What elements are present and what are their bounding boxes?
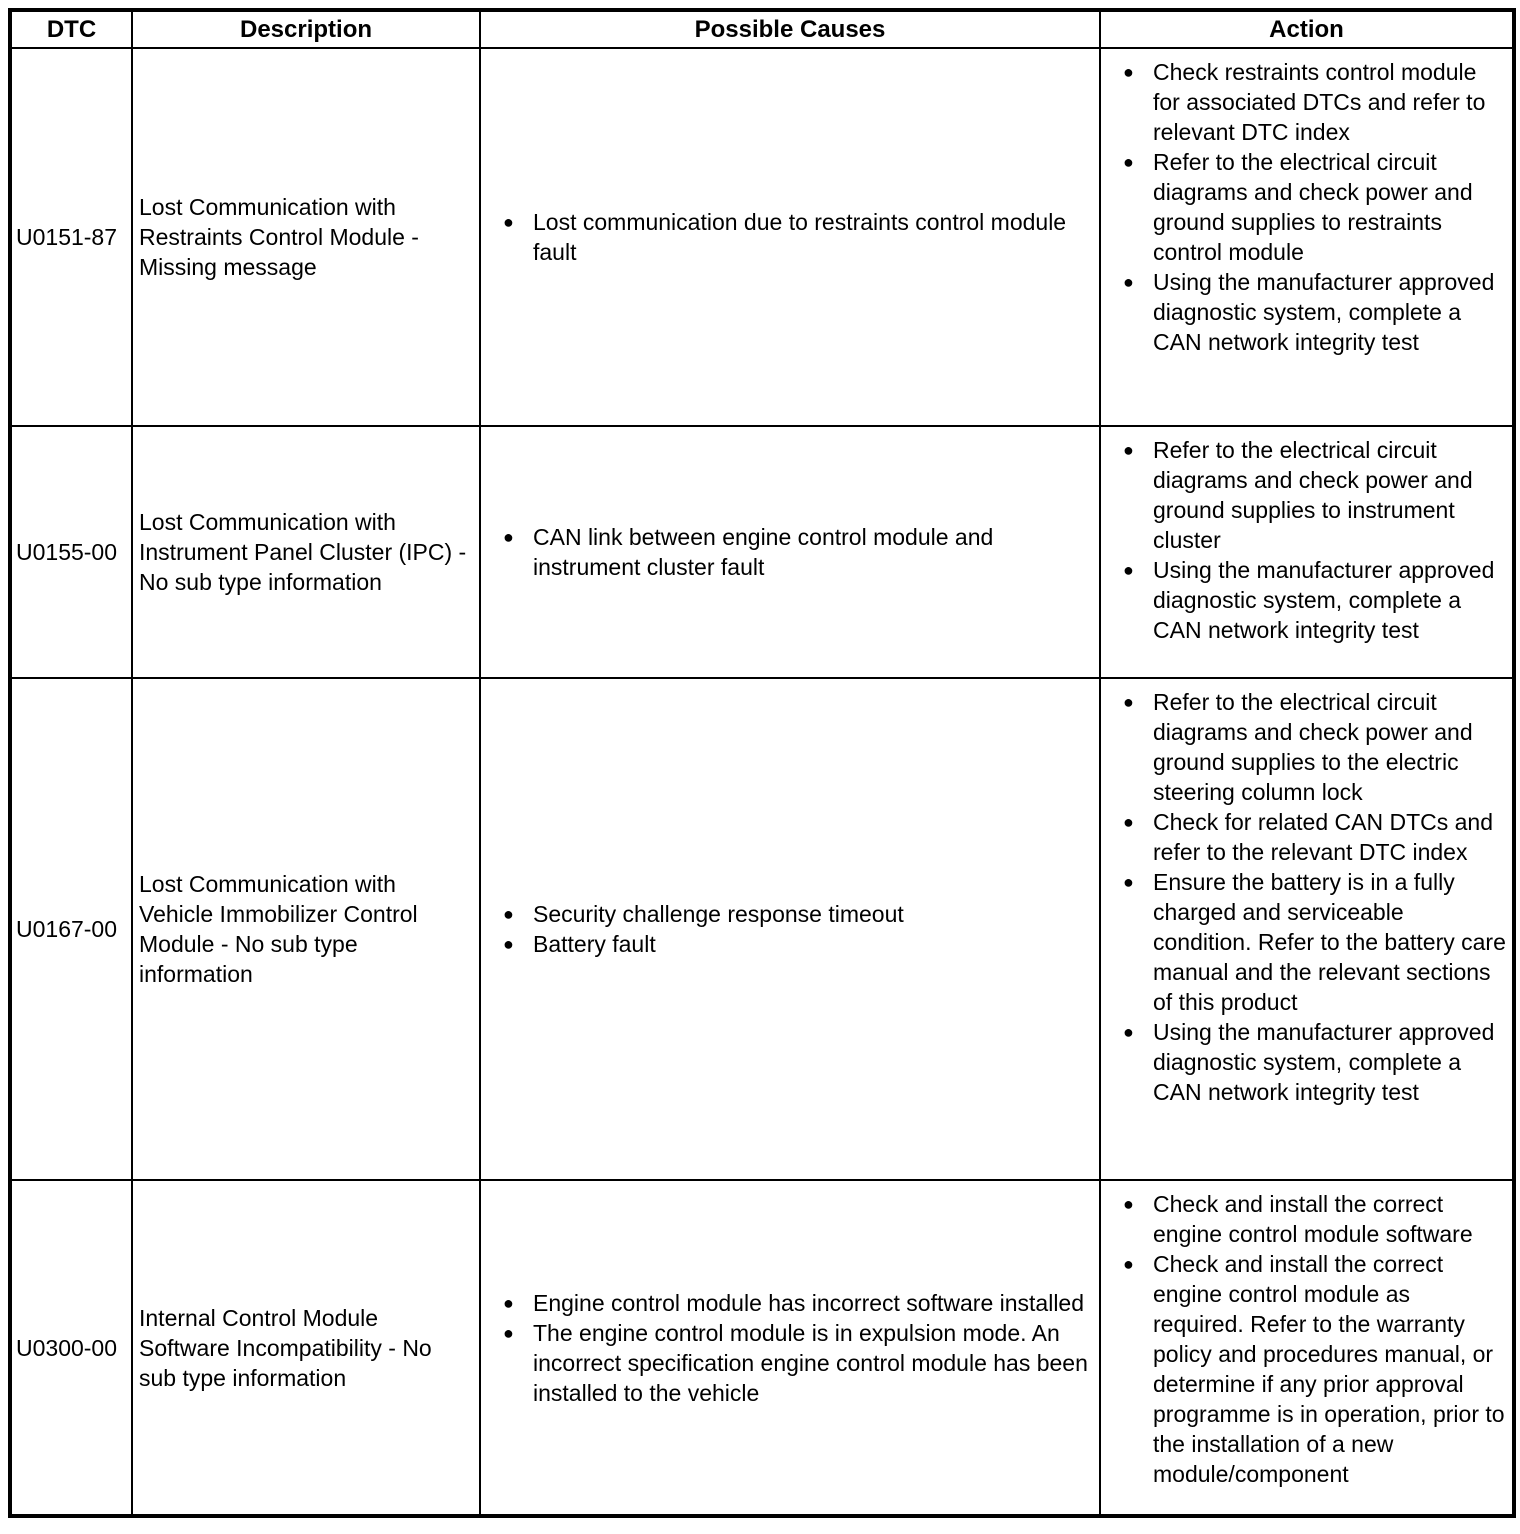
actions-cell [1100, 1180, 1514, 1516]
table-row [10, 48, 1514, 426]
description-cell [132, 48, 480, 426]
dtc-code: U0300-00 [16, 1334, 118, 1361]
dtc-code-cell [10, 426, 132, 678]
action-item: ● Refer to the electrical circuit diagrams and check power and ground supplies to the electric steering column lock [1123, 687, 1506, 807]
header-action: Action [1100, 10, 1514, 48]
causes-cell [480, 48, 1100, 426]
dtc-code: U0155-00 [16, 539, 118, 565]
action-item: ● Check for related CAN DTCs and refer to the relevant DTC index [1123, 807, 1506, 867]
header-dtc: DTC [10, 10, 132, 48]
action-item: ● Check and install the correct engine control module as required. Refer to the warranty policy and procedures manual, or determine if any prior approval programme is in operation, prior to the installation of a new module/component [1123, 1249, 1506, 1489]
dtc-code-cell [10, 678, 132, 1180]
actions-list [1107, 687, 1506, 1107]
causes-list [487, 207, 1093, 267]
table-row [10, 1180, 1514, 1516]
action-item: ● Check and install the correct engine control module software [1123, 1189, 1506, 1249]
action-item: ● Refer to the electrical circuit diagrams and check power and ground supplies to instrument cluster [1123, 435, 1506, 555]
dtc-code: U0151-87 [16, 224, 118, 250]
description-cell [132, 678, 480, 1180]
actions-cell [1100, 678, 1514, 1180]
header-possible-causes: Possible Causes [480, 10, 1100, 48]
dtc-description: Lost Communication with Restraints Control Module - Missing message [139, 194, 419, 280]
dtc-description: Internal Control Module Software Incompatibility - No sub type information [139, 1304, 432, 1391]
action-item: ● Check restraints control module for associated DTCs and refer to relevant DTC index [1123, 57, 1506, 147]
cause-item: ● Security challenge response timeout [503, 899, 1093, 929]
action-item: ● Using the manufacturer approved diagnostic system, complete a CAN network integrity test [1123, 267, 1506, 357]
description-cell [132, 1180, 480, 1516]
cause-item: ● Battery fault [503, 929, 1093, 959]
actions-cell [1100, 48, 1514, 426]
action-item: ● Ensure the battery is in a fully charged and serviceable condition. Refer to the battery care manual and the relevant sections of this product [1123, 867, 1506, 1017]
causes-cell [480, 1180, 1100, 1516]
dtc-table-body [10, 48, 1514, 1516]
action-item: ● Refer to the electrical circuit diagrams and check power and ground supplies to restraints control module [1123, 147, 1506, 267]
dtc-code-cell [10, 48, 132, 426]
action-item: ● Using the manufacturer approved diagnostic system, complete a CAN network integrity test [1123, 555, 1506, 645]
table-row [10, 426, 1514, 678]
cause-item: ● Lost communication due to restraints control module fault [503, 207, 1093, 267]
dtc-description: Lost Communication with Instrument Panel Cluster (IPC) - No sub type information [139, 509, 467, 595]
header-description: Description [132, 10, 480, 48]
dtc-table [8, 8, 1516, 1518]
description-cell [132, 426, 480, 678]
causes-cell [480, 426, 1100, 678]
cause-item: ● CAN link between engine control module and instrument cluster fault [503, 522, 1093, 582]
dtc-description: Lost Communication with Vehicle Immobilizer Control Module - No sub type information [139, 871, 418, 987]
actions-list [1107, 57, 1506, 357]
cause-item: ● The engine control module is in expulsion mode. An incorrect specification engine control module has been installed to the vehicle [503, 1318, 1093, 1408]
dtc-code-cell [10, 1180, 132, 1516]
table-row [10, 678, 1514, 1180]
actions-cell [1100, 426, 1514, 678]
causes-list [487, 1288, 1093, 1408]
actions-list [1107, 435, 1506, 645]
dtc-code: U0167-00 [16, 916, 118, 942]
causes-cell [480, 678, 1100, 1180]
action-item: ● Using the manufacturer approved diagnostic system, complete a CAN network integrity test [1123, 1017, 1506, 1107]
causes-list [487, 522, 1093, 582]
dtc-table-header [10, 10, 1514, 48]
actions-list [1107, 1189, 1506, 1489]
header-row [10, 10, 1514, 48]
cause-item: ● Engine control module has incorrect software installed [503, 1288, 1093, 1318]
causes-list [487, 899, 1093, 959]
